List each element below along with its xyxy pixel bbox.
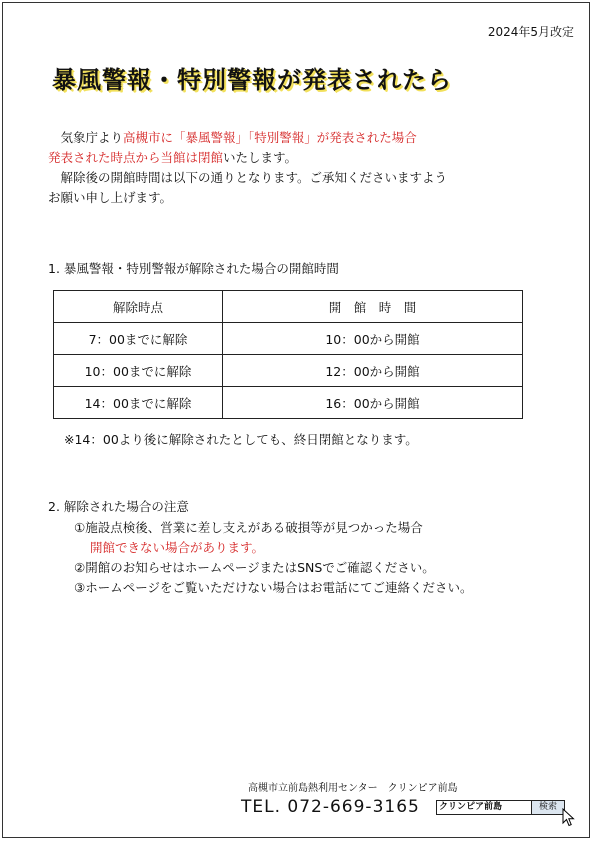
release-time-cell: 7：00までに解除	[54, 323, 223, 355]
page-title: 暴風警報・特別警報が発表されたら	[52, 66, 452, 94]
opening-time-cell: 16：00から開館	[223, 387, 523, 419]
caution-item-1-warning: 開館できない場合があります。	[90, 540, 265, 555]
intro-line-4: お願い申し上げます。	[48, 190, 173, 205]
table-header-opening: 開 館 時 間	[223, 291, 523, 323]
search-box	[436, 800, 565, 815]
opening-time-cell: 10：00から開館	[223, 323, 523, 355]
table-row	[54, 387, 523, 419]
release-time-cell: 10：00までに解除	[54, 355, 223, 387]
intro-line-2	[48, 148, 548, 168]
opening-hours-table	[53, 290, 523, 419]
table-header-row	[54, 291, 523, 323]
table-row	[54, 355, 523, 387]
search-input[interactable]: クリンピア前島	[436, 800, 532, 815]
intro-line-2-red: 発表された時点から当館は閉館	[48, 150, 224, 165]
section-1-heading: 1. 暴風警報・特別警報が解除された場合の開館時間	[48, 261, 339, 276]
intro-text	[48, 128, 548, 208]
intro-line-3	[48, 168, 548, 188]
search-button[interactable]: 検索	[532, 800, 565, 815]
intro-line-1-pre: 気象庁より	[60, 130, 124, 145]
intro-line-3-text: 解除後の開館時間は以下の通りとなります。ご承知くださいますよう	[60, 170, 448, 185]
closure-note: ※14：00より後に解除されたとしても、終日閉館となります。	[64, 432, 418, 447]
intro-line-1	[48, 128, 548, 148]
caution-list	[74, 518, 472, 598]
table-header-release: 解除時点	[54, 291, 223, 323]
cursor-icon	[562, 808, 576, 828]
table-row	[54, 323, 523, 355]
caution-item-1: ①施設点検後、営業に差し支えがある破損等が見つかった場合	[74, 520, 423, 535]
opening-time-cell: 12：00から開館	[223, 355, 523, 387]
caution-item-2: ②開館のお知らせはホームページまたはSNSでご確認ください。	[74, 560, 435, 575]
revision-date: 2024年5月改定	[487, 25, 574, 39]
section-2-heading: 2. 解除された場合の注意	[48, 499, 189, 514]
caution-item-3: ③ホームページをご覧いただけない場合はお電話にてご連絡ください。	[74, 580, 473, 595]
release-time-cell: 14：00までに解除	[54, 387, 223, 419]
phone-number: TEL. 072-669-3165	[241, 797, 420, 817]
intro-line-1-red: 高槻市に「暴風警報」「特別警報」が発表された場合	[123, 130, 417, 145]
facility-name: 高槻市立前島熱利用センター クリンピア前島	[248, 783, 458, 794]
intro-line-2-post: いたします。	[223, 150, 298, 165]
